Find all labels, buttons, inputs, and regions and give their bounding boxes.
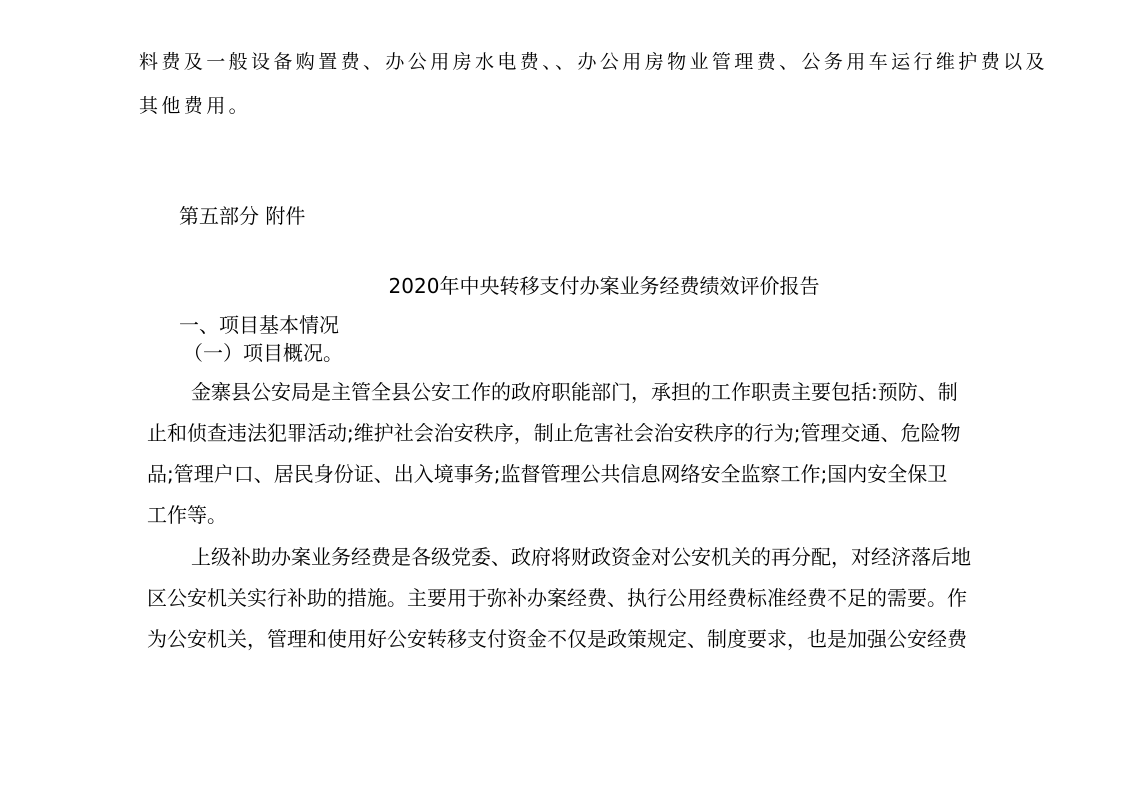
section-heading: 第五部分 附件: [179, 204, 306, 228]
report-title: 2020年中央转移支付办案业务经费绩效评价报告: [388, 274, 820, 298]
heading-level1: 一、项目基本情况: [179, 313, 339, 337]
paragraph-line: 料费及一般设备购置费、办公用房水电费、、办公用房物业管理费、公务用车运行维护费以及: [139, 51, 1048, 73]
paragraph-line: 品;管理户口、居民身份证、出入境事务;监督管理公共信息网络安全监察工作;国内安全保卫: [147, 462, 948, 486]
paragraph-line: 其他费用。: [139, 95, 252, 117]
paragraph-line: 上级补助办案业务经费是各级党委、政府将财政资金对公安机关的再分配，对经济落后地: [191, 545, 971, 569]
paragraph-line: 工作等。: [147, 503, 227, 527]
body-paragraph-1: [147, 372, 1027, 536]
paragraph-line: 区公安机关实行补助的措施。主要用于弥补办案经费、执行公用经费标准经费不足的需要。作: [147, 586, 967, 610]
heading-level2: （一）项目概况。: [183, 341, 343, 365]
paragraph-line: 金寨县公安局是主管全县公安工作的政府职能部门，承担的工作职责主要包括:预防、制: [191, 380, 958, 404]
continuation-paragraph: [139, 40, 1048, 128]
body-paragraph-2: [147, 537, 1027, 660]
paragraph-line: 止和侦查违法犯罪活动;维护社会治安秩序，制止危害社会治安秩序的行为;管理交通、危险物: [147, 421, 961, 445]
paragraph-line: 为公安机关，管理和使用好公安转移支付资金不仅是政策规定、制度要求，也是加强公安经费: [147, 627, 967, 651]
